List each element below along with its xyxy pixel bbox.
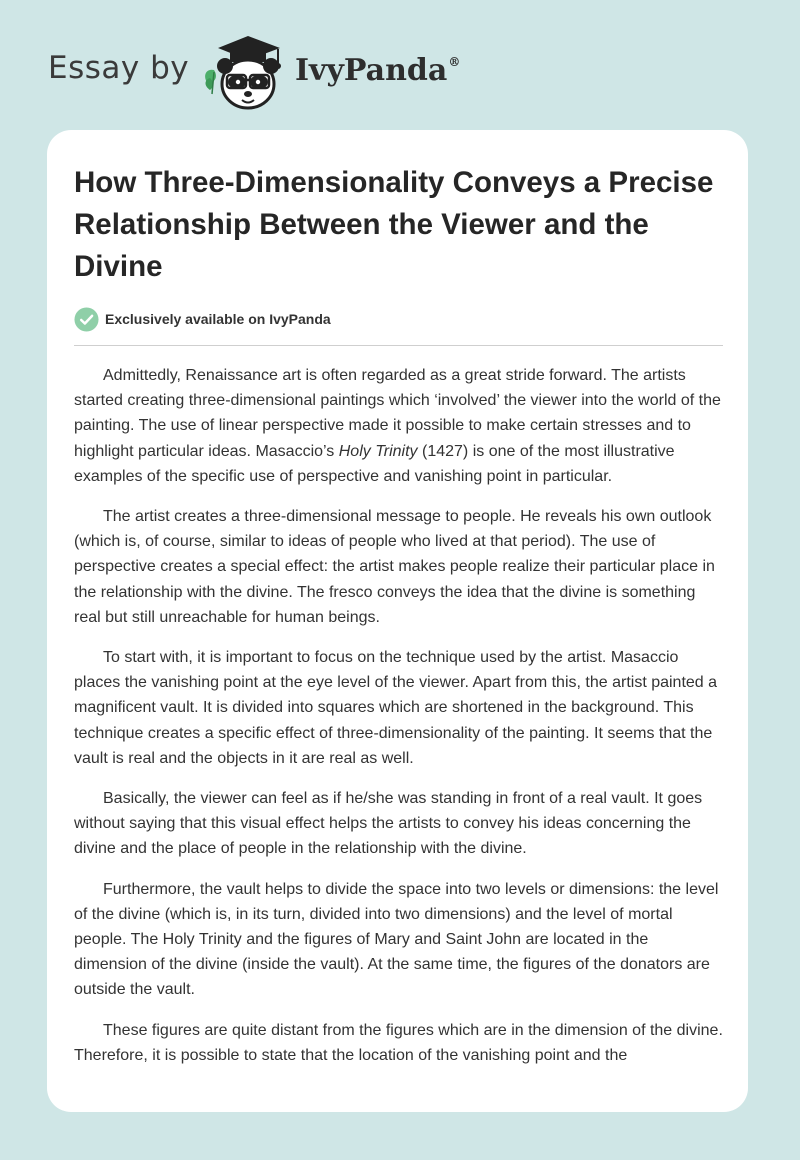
- exclusive-badge-text: Exclusively available on IvyPanda: [105, 311, 331, 327]
- paragraph-6: These figures are quite distant from the figures which are in the dimension of the divine. Therefore, it is possible to state that the location of the vanishing point and the: [74, 1021, 723, 1064]
- paragraph-1-before: Admittedly, Renaissance art is often regarded as a great stride forward. The artists started creating three-dimensional paintings which ‘involved’ the viewer into the world of the painting. The use of linear perspective made it possible to make certain stresses and to highlight particular ideas. Masaccio’s: [74, 367, 721, 460]
- title-divider: [74, 345, 723, 346]
- registered-mark: ®: [448, 55, 461, 69]
- paragraph-3: To start with, it is important to focus on the technique used by the artist. Masaccio places the vanishing point at the eye level of the viewer. Apart from this, the artist painted a magnificent vault. It is divided into squares which are shortened in the background. This technique creates a specific effect of three-dimensionality of the painting. It seems that the vault is real and the objects in it are real as well.: [74, 649, 718, 767]
- essay-by-label: Essay by: [48, 50, 190, 86]
- essay-body: [74, 363, 724, 1083]
- essay-card: [47, 130, 748, 1112]
- paragraph-2: The artist creates a three-dimensional message to people. He reveals his own outlook (which is, of course, similar to ideas of people who lived at that period). The use of perspective creates a special effect: the artist makes people realize their particular place in the relationship with the divine. The fresco conveys the idea that the divine is something real but still unreachable for human beings.: [74, 508, 715, 626]
- check-circle-icon: [74, 307, 99, 332]
- site-header: [0, 0, 800, 130]
- brand-text: IvyPanda: [295, 53, 448, 88]
- paragraph-5: Furthermore, the vault helps to divide the space into two levels or dimensions: the level of the divine (which is, in its turn, divided into two dimensions) and the level of mortal people. The Holy Trinity and the figures of Mary and Saint John are located in the dimension of the divine (inside the vault). At the same time, the figures of the donators are outside the vault.: [74, 880, 719, 999]
- exclusive-badge: [74, 306, 331, 332]
- paragraph-1-after: (1427) is one of the most illustrative examples of the specific use of perspective and vanishing point in particular.: [74, 442, 675, 485]
- essay-title: How Three-Dimensionality Conveys a Precise Relationship Between the Viewer and the Divine: [74, 166, 714, 283]
- paragraph-1: [74, 363, 724, 489]
- brand-name[interactable]: [295, 53, 460, 88]
- paragraph-4: Basically, the viewer can feel as if he/she was standing in front of a real vault. It goes without saying that this visual effect helps the artists to convey his ideas concerning the divine and the place of people in the relationship with the divine.: [74, 790, 703, 858]
- paragraph-1-emphasis: Holy Trinity: [338, 442, 418, 460]
- panda-graduate-logo-icon[interactable]: [198, 32, 288, 112]
